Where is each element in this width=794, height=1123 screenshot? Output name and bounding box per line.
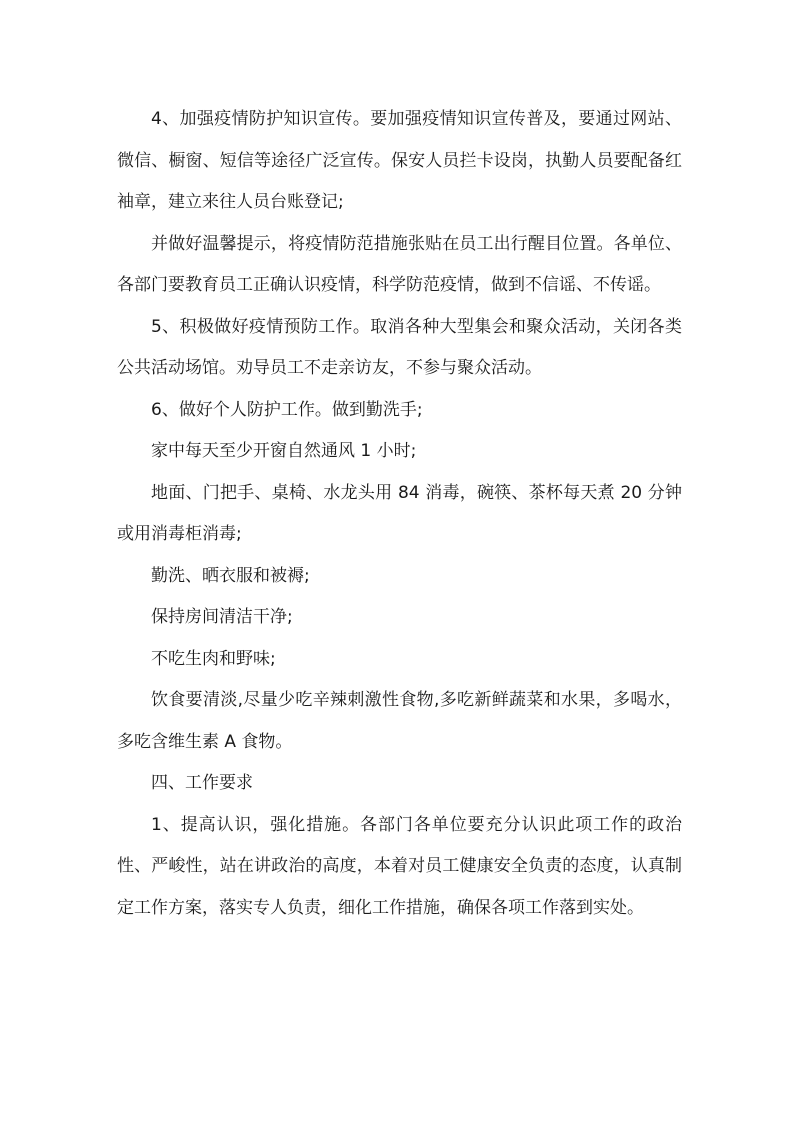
paragraph-ventilation: 家中每天至少开窗自然通风 1 小时; bbox=[151, 441, 417, 461]
paragraph-reminder: 并做好温馨提示，将疫情防范措施张贴在员工出行醒目位置。各单位、各部门要教育员工正确认识疫情，科学防范疫情，做到不信谣、不传谣。 bbox=[117, 233, 682, 295]
paragraph-awareness: 1、提高认识，强化措施。各部门各单位要充分认识此项工作的政治性、严峻性，站在讲政治的高度，本着对员工健康安全负责的态度，认真制定工作方案，落实专人负责，细化工作措施，确保各项工作落到实处。 bbox=[117, 814, 682, 918]
paragraph-disinfection: 地面、门把手、桌椅、水龙头用 84 消毒，碗筷、茶杯每天煮 20 分钟或用消毒柜消毒; bbox=[117, 482, 682, 544]
paragraph-no-raw-meat: 不吃生肉和野味; bbox=[151, 648, 276, 669]
section-heading-work-requirements: 四、工作要求 bbox=[151, 773, 253, 793]
document-body bbox=[117, 99, 682, 929]
paragraph-laundry: 勤洗、晒衣服和被褥; bbox=[151, 565, 310, 586]
paragraph-prevention: 5、积极做好疫情预防工作。取消各种大型集会和聚众活动，关闭各类公共活动场馆。劝导员工不走亲访友，不参与聚众活动。 bbox=[117, 316, 682, 378]
paragraph-personal-protection: 6、做好个人防护工作。做到勤洗手; bbox=[151, 399, 423, 420]
paragraph-publicity: 4、加强疫情防护知识宣传。要加强疫情知识宣传普及，要通过网站、微信、橱窗、短信等途径广泛宣传。保安人员拦卡设岗，执勤人员要配备红袖章，建立来往人员台账登记; bbox=[117, 109, 682, 212]
paragraph-cleaning: 保持房间清洁干净; bbox=[151, 607, 293, 627]
paragraph-diet: 饮食要清淡,尽量少吃辛辣刺激性食物,多吃新鲜蔬菜和水果，多喝水，多吃含维生素 A 食物。 bbox=[117, 690, 682, 752]
